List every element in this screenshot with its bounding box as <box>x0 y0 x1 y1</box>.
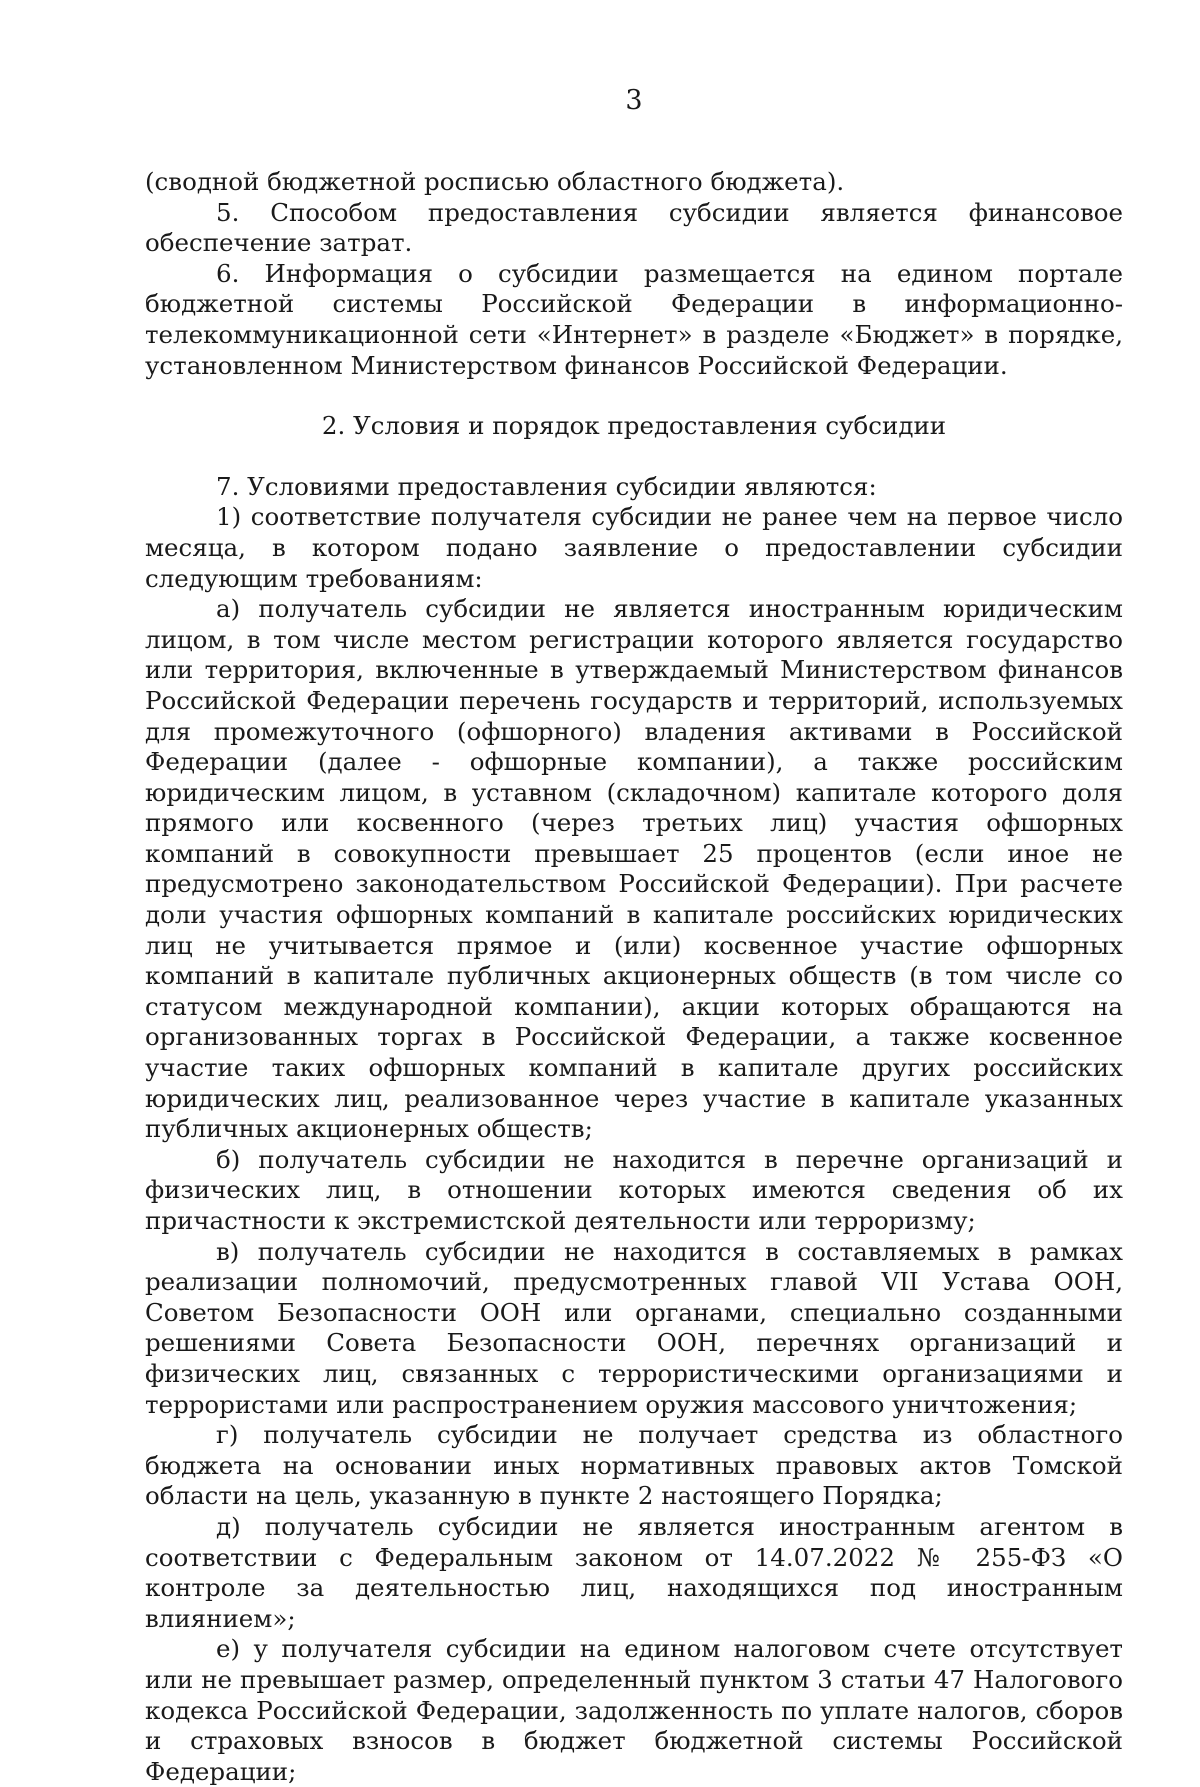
paragraph-subitem-1: 1) соответствие получателя субсидии не ранее чем на первое число месяца, в котором подано заявление о предоставлении субсидии следующим требованиям: <box>145 502 1123 593</box>
paragraph-subitem-d: д) получатель субсидии не является иностранным агентом в соответствии с Федеральным законом от 14.07.2022 № 255-ФЗ «О контроле за деятельностью лиц, находящихся под иностранным влиянием»; <box>145 1511 1123 1633</box>
document-body <box>145 167 1123 1787</box>
paragraph-subitem-b: б) получатель субсидии не находится в перечне организаций и физических лиц, в отношении которых имеются сведения об их причастности к экстремистской деятельности или терроризму; <box>145 1144 1123 1235</box>
section-heading: 2. Условия и порядок предоставления субсидии <box>321 411 947 441</box>
paragraph-item-7: 7. Условиями предоставления субсидии являются: <box>216 471 877 501</box>
paragraph-subitem-a: а) получатель субсидии не является иностранным юридическим лицом, в том числе местом регистрации которого является государство или территория, включенные в утверждаемый Министерством финансов Российской Федерации перечень государств и территорий, используемых для промежуточного (офшорного) владения активами в Российской Федерации (далее - офшорные компании), а также российским юридическим лицом, в уставном (складочном) капитале которого доля прямого или косвенного (через третьих лиц) участия офшорных компаний в совокупности превышает 25 процентов (если иное не предусмотрено законодательством Российской Федерации). При расчете доли участия офшорных компаний в капитале российских юридических лиц не учитывается прямое и (или) косвенное участие офшорных компаний в капитале публичных акционерных обществ (в том числе со статусом международной компании), акции которых обращаются на организованных торгах в Российской Федерации, а также косвенное участие таких офшорных компаний в капитале других российских юридических лиц, реализованное через участие в капитале указанных публичных акционерных обществ; <box>145 594 1123 1144</box>
paragraph-subitem-v: в) получатель субсидии не находится в составляемых в рамках реализации полномочий, предусмотренных главой VII Устава ООН, Советом Безопасности ООН или органами, специально созданными решениями Совета Безопасности ООН, перечнях организаций и физических лиц, связанных с террористическими организациями и террористами или распространением оружия массового уничтожения; <box>145 1236 1123 1419</box>
paragraph-subitem-e: е) у получателя субсидии на едином налоговом счете отсутствует или не превышает размер, определенный пунктом 3 статьи 47 Налогового кодекса Российской Федерации, задолженность по уплате налогов, сборов и страховых взносов в бюджет бюджетной системы Российской Федерации; <box>145 1634 1123 1786</box>
paragraph-continuation: (сводной бюджетной росписью областного бюджета). <box>145 167 845 196</box>
paragraph-item-5: 5. Способом предоставления субсидии является финансовое обеспечение затрат. <box>145 197 1123 258</box>
paragraph-item-6: 6. Информация о субсидии размещается на едином портале бюджетной системы Российской Федерации в информационно-телекоммуникационной сети «Интернет» в разделе «Бюджет» в порядке, установленном Министерством финансов Российской Федерации. <box>145 258 1123 380</box>
paragraph-subitem-g: г) получатель субсидии не получает средства из областного бюджета на основании иных нормативных правовых актов Томской области на цель, указанную в пункте 2 настоящего Порядка; <box>145 1420 1123 1511</box>
page-number: 3 <box>625 85 643 116</box>
